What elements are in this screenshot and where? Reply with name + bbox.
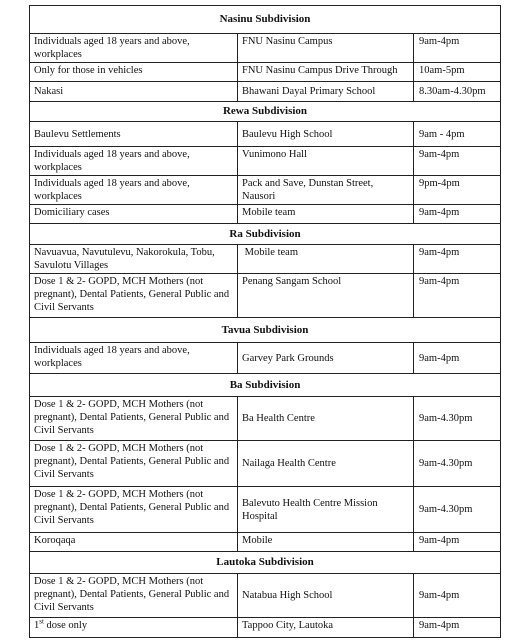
venue: FNU Nasinu Campus	[238, 34, 414, 63]
venue: Natabua High School	[238, 574, 414, 618]
eligible-group: Individuals aged 18 years and above, workplaces	[30, 34, 238, 63]
eligible-group: Navuavua, Navutulevu, Nakorokula, Tobu, Savulotu Villages	[30, 245, 238, 274]
dose-number: 1	[34, 620, 40, 631]
eligible-group: Nakasi	[30, 82, 238, 102]
hours: 9am-4pm	[414, 147, 501, 176]
venue: Vunimono Hall	[238, 147, 414, 176]
dose-text: dose only	[43, 620, 88, 631]
venue: Baulevu High School	[238, 122, 414, 147]
eligible-group: Dose 1 & 2- GOPD, MCH Mothers (not pregnant), Dental Patients, General Public and Civil Servants	[30, 487, 238, 533]
hours: 9am-4pm	[414, 205, 501, 224]
venue: Mobile team	[238, 245, 414, 274]
hours: 9am-4pm	[414, 618, 501, 638]
eligible-group: Dose 1 & 2- GOPD, MCH Mothers (not pregnant), Dental Patients, General Public and Civil Servants	[30, 441, 238, 487]
hours: 10am-5pm	[414, 63, 501, 82]
hours: 9am-4pm	[414, 274, 501, 318]
section-heading: Tavua Subdivision	[30, 318, 501, 343]
schedule-table	[29, 5, 501, 638]
eligible-group: Dose 1 & 2- GOPD, MCH Mothers (not pregnant), Dental Patients, General Public and Civil Servants	[30, 397, 238, 441]
eligible-group: Baulevu Settlements	[30, 122, 238, 147]
venue: Penang Sangam School	[238, 274, 414, 318]
hours: 8.30am-4.30pm	[414, 82, 501, 102]
venue: Nailaga Health Centre	[238, 441, 414, 487]
hours: 9am-4pm	[414, 34, 501, 63]
section-heading: Lautoka Subdivision	[30, 552, 501, 574]
eligible-group	[30, 618, 238, 638]
eligible-group: Dose 1 & 2- GOPD, MCH Mothers (not pregnant), Dental Patients, General Public and Civil Servants	[30, 274, 238, 318]
venue: Mobile	[238, 533, 414, 552]
eligible-group: Dose 1 & 2- GOPD, MCH Mothers (not pregnant), Dental Patients, General Public and Civil Servants	[30, 574, 238, 618]
hours: 9am-4pm	[414, 245, 501, 274]
hours: 9pm-4pm	[414, 176, 501, 205]
venue: Garvey Park Grounds	[238, 343, 414, 374]
eligible-group: Individuals aged 18 years and above, workplaces	[30, 176, 238, 205]
hours: 9am-4pm	[414, 343, 501, 374]
hours: 9am-4pm	[414, 533, 501, 552]
venue: Tappoo City, Lautoka	[238, 618, 414, 638]
hours: 9am-4.30pm	[414, 397, 501, 441]
eligible-group: Domiciliary cases	[30, 205, 238, 224]
venue: Bhawani Dayal Primary School	[238, 82, 414, 102]
venue: Pack and Save, Dunstan Street, Nausori	[238, 176, 414, 205]
eligible-group: Koroqaqa	[30, 533, 238, 552]
section-heading: Ba Subdivision	[30, 374, 501, 397]
hours: 9am-4pm	[414, 574, 501, 618]
section-heading: Nasinu Subdivision	[30, 6, 501, 34]
ordinal-suffix: st	[39, 617, 44, 626]
hours: 9am-4.30pm	[414, 441, 501, 487]
eligible-group: Only for those in vehicles	[30, 63, 238, 82]
eligible-group: Individuals aged 18 years and above, workplaces	[30, 343, 238, 374]
hours: 9am - 4pm	[414, 122, 501, 147]
venue: Mobile team	[238, 205, 414, 224]
section-heading: Rewa Subdivision	[30, 102, 501, 122]
venue: Ba Health Centre	[238, 397, 414, 441]
venue: FNU Nasinu Campus Drive Through	[238, 63, 414, 82]
section-heading: Ra Subdivision	[30, 224, 501, 245]
schedule-sheet	[29, 5, 500, 638]
venue: Balevuto Health Centre Mission Hospital	[238, 487, 414, 533]
hours: 9am-4.30pm	[414, 487, 501, 533]
eligible-group: Individuals aged 18 years and above, workplaces	[30, 147, 238, 176]
